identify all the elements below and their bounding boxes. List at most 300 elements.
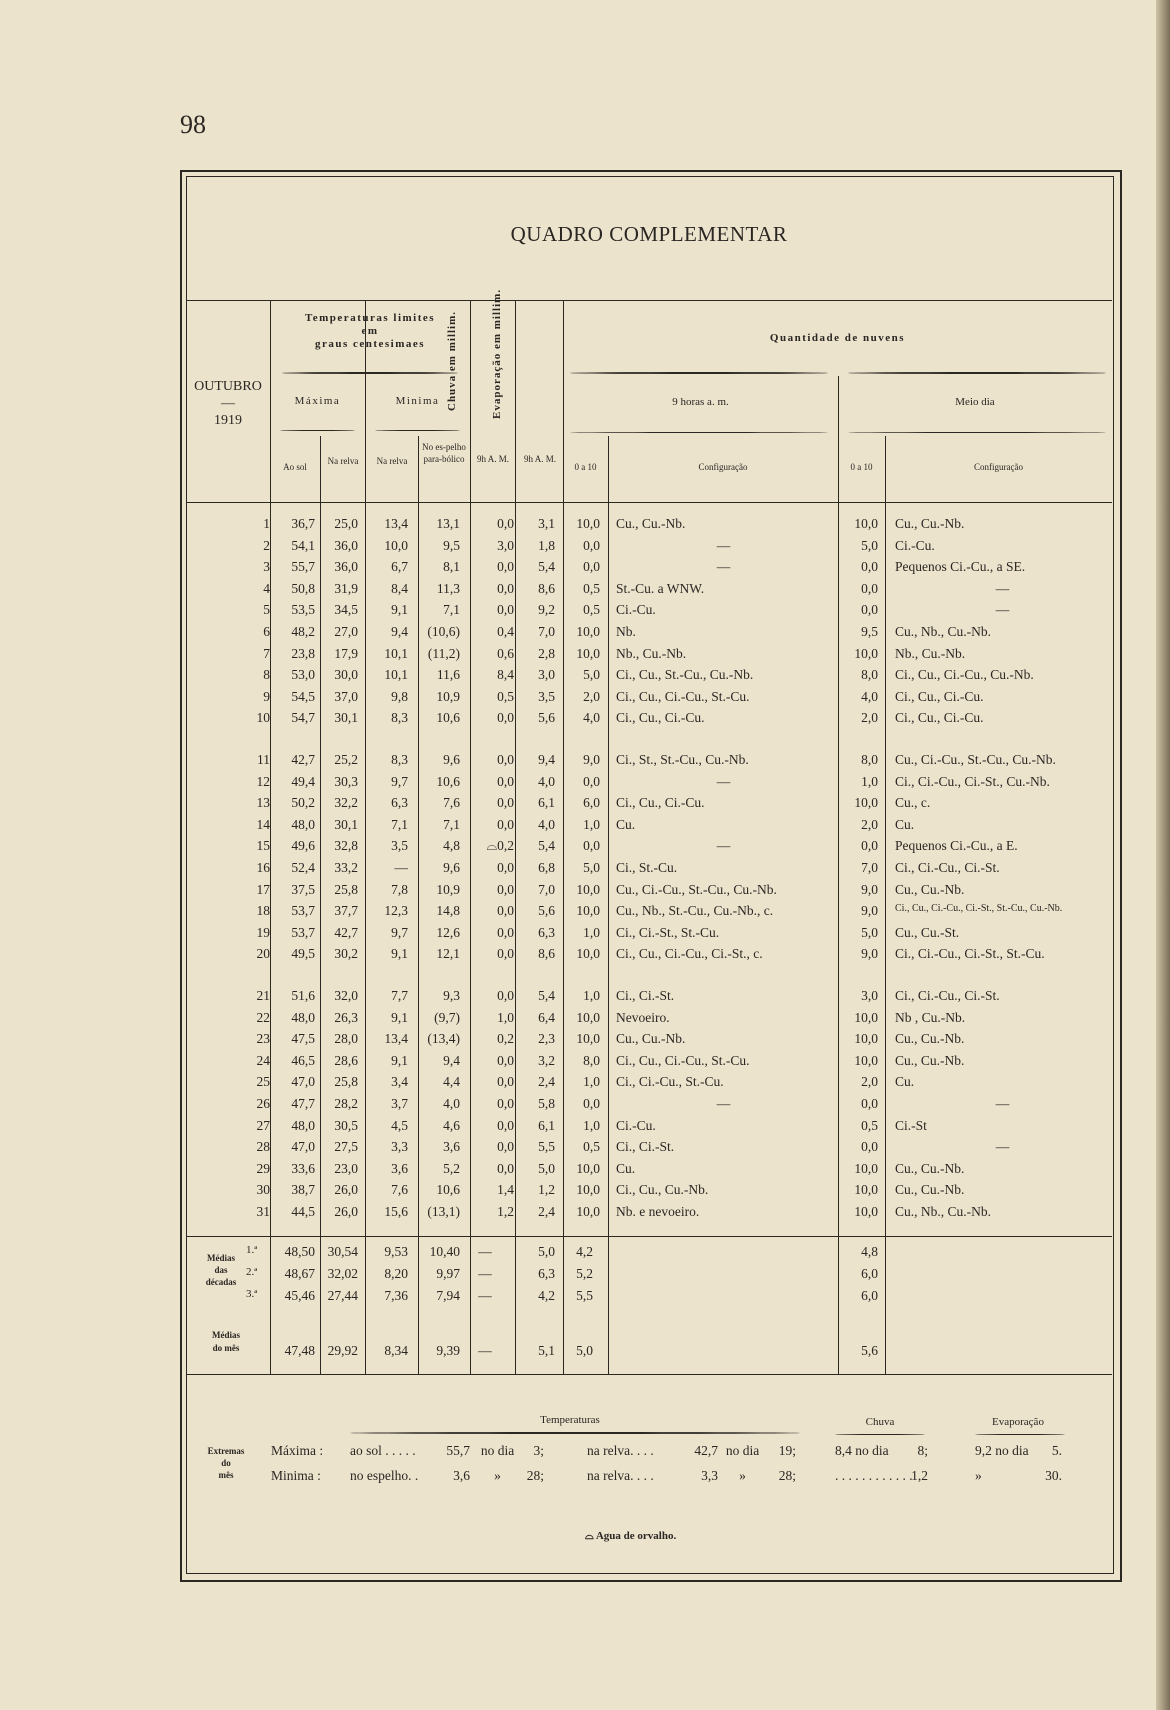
evaporacao-cell: 5,4 [538,838,555,854]
max-na-relva-cell: 34,5 [334,602,358,618]
config-9h-cell: Ci., St.-Cu. [616,860,678,875]
max-ao-sol-cell: 51,6 [291,988,315,1003]
config-header: Configuração [974,462,1023,472]
day-cell: 22 [256,1009,270,1025]
evaporacao-cell: 5,4 [538,559,555,575]
nuvens-9h-cell: 4,0 [583,710,600,726]
header-top-rule [186,300,1112,301]
decade-mean-cell: 4,2 [538,1288,555,1303]
month-mean-cell: 9,39 [436,1343,460,1358]
max-ao-sol-cell: 47,0 [291,1139,315,1155]
day-cell: 5 [263,602,270,618]
config-meio-dia-cell: Cu., Cu.-Nb. [895,516,965,531]
config-meio-dia-cell: Cu. [895,1074,915,1090]
config-9h-cell: Ci., Ci.-Cu., St.-Cu. [616,1074,724,1090]
day-cell: 9 [263,688,270,704]
evaporacao-cell: 8,6 [538,946,555,962]
day-cell: 6 [263,624,270,639]
day-cell: 27 [256,1117,270,1133]
extreme-cell: » [494,1468,501,1483]
table-row [0,624,1170,646]
table-row [0,774,1170,796]
config-9h-cell: — [716,1096,731,1111]
header-swash [280,430,355,431]
nuvens-meio-dia-cell: 0,0 [861,580,878,596]
chuva-cell: ⌓0,2 [486,838,514,854]
extreme-cell: 28; [526,1468,544,1483]
chuva-cell: 0,2 [497,1031,514,1047]
espelho-cell: 12,6 [436,924,460,940]
nuvens-9h-cell: 2,0 [583,688,600,704]
nuvens-9h-cell: 1,0 [583,816,600,832]
max-ao-sol-cell: 52,4 [291,860,315,875]
chuva-cell: 0,0 [497,602,514,618]
extreme-cell: . . . . . . . . . . . . [835,1468,913,1483]
day-cell: 24 [256,1052,270,1068]
na-relva-max-header: Na relva [327,456,359,466]
max-na-relva-cell: 30,1 [334,816,358,832]
chuva-cell: 0,0 [497,1139,514,1155]
max-ao-sol-cell: 49,6 [291,838,315,854]
nuvens-meio-dia-cell: 0,0 [861,559,878,575]
decade-index: 3.ª [246,1288,258,1300]
espelho-cell: 4,8 [443,838,460,854]
espelho-cell: 3,6 [443,1139,460,1155]
max-na-relva-cell: 26,3 [334,1009,358,1025]
min-na-relva-cell: 3,5 [391,838,408,854]
evaporacao-cell: 3,1 [538,516,555,531]
day-cell: 17 [256,881,270,897]
decade-mean-cell: 5,2 [576,1266,593,1281]
min-na-relva-cell: 10,1 [384,667,408,683]
nuvens-9h-cell: 0,5 [583,1139,600,1155]
day-cell: 19 [256,924,270,940]
scale-header: 0 a 10 [574,462,597,472]
decade-mean-cell: 4,2 [576,1244,593,1259]
extreme-cell: 42,7 [694,1443,718,1458]
month-mean-cell: 8,34 [384,1343,408,1358]
extreme-cell: 5. [1051,1443,1062,1458]
max-ao-sol-cell: 50,8 [291,580,315,596]
nuvens-meio-dia-cell: 0,0 [861,838,878,854]
config-meio-dia-cell: Cu., Nb., Cu.-Nb. [895,624,992,639]
month-mean-cell: 5,1 [538,1343,555,1358]
decade-mean-cell: 10,40 [429,1244,460,1259]
config-meio-dia-cell: Ci., Cu., Ci.-Cu., Cu.-Nb. [895,667,1034,683]
evap-hour-header: 9h A. M. [523,454,556,464]
config-9h-cell: Cu. [616,816,636,832]
max-ao-sol-cell: 54,7 [291,710,315,726]
min-na-relva-cell: — [394,860,408,875]
chuva-cell: 1,4 [497,1182,514,1198]
extremes-top-rule [186,1374,1112,1375]
max-na-relva-cell: 37,7 [334,903,358,919]
nuvens-9h-cell: 10,0 [576,1009,600,1025]
config-9h-cell: Ci., St., St.-Cu., Cu.-Nb. [616,752,749,767]
max-ao-sol-cell: 54,5 [291,688,315,704]
nuvens-9h-cell: 0,0 [583,537,600,553]
nuvens-meio-dia-cell: 2,0 [861,816,878,832]
max-ao-sol-cell: 47,5 [291,1031,315,1047]
table-row [0,925,1170,947]
config-header: Configuração [698,462,748,472]
temps-header-line: em [361,325,379,337]
espelho-cell: 9,6 [443,752,460,767]
max-ao-sol-cell: 48,0 [291,1117,315,1133]
extreme-cell: 1,2 [911,1468,928,1483]
evaporacao-cell: 6,1 [538,1117,555,1133]
min-na-relva-cell: 9,7 [391,924,408,940]
decade-mean-cell: 6,0 [861,1288,878,1303]
nuvens-9h-cell: 10,0 [576,1204,600,1219]
nuvens-meio-dia-cell: 2,0 [861,710,878,726]
config-9h-cell: Ci.-Cu. [616,602,656,618]
evaporacao-cell: 5,5 [538,1139,555,1155]
nuvens-9h-cell: 0,0 [583,559,600,575]
nuvens-meio-dia-cell: 10,0 [854,795,878,811]
nuvens-meio-dia-cell: 4,0 [861,688,878,704]
espelho-cell: 4,6 [443,1117,460,1133]
extremes-min-label: Minima : [271,1468,321,1483]
day-cell: 23 [256,1031,270,1047]
nuvens-9h-cell: 10,0 [576,881,600,897]
espelho-cell: 5,2 [443,1160,460,1176]
config-9h-cell: Nb. [616,624,636,639]
config-9h-cell: — [716,838,731,854]
nuvens-9h-cell: 10,0 [576,1182,600,1198]
label-line: do mês [212,1343,240,1353]
evaporacao-cell: 5,6 [538,710,555,726]
nuvens-9h-cell: 0,0 [583,1096,600,1111]
extreme-cell: 9,2 no dia [975,1443,1029,1458]
config-meio-dia-cell: Cu., Nb., Cu.-Nb. [895,1204,992,1219]
means-top-rule [186,1236,1112,1237]
table-row [0,1031,1170,1053]
day-cell: 3 [263,559,270,575]
max-ao-sol-cell: 33,6 [291,1160,315,1176]
chuva-cell: 0,0 [497,795,514,811]
config-9h-cell: Ci., Cu., Cu.-Nb. [616,1182,709,1198]
max-ao-sol-cell: 44,5 [291,1204,315,1219]
meio-dia-header: Meio dia [955,396,995,408]
day-cell: 21 [256,988,270,1003]
config-meio-dia-cell: Cu. [895,816,915,832]
nuvens-meio-dia-cell: 0,0 [861,602,878,618]
decade-mean-cell: 30,54 [327,1244,358,1259]
max-na-relva-cell: 30,1 [334,710,358,726]
max-na-relva-cell: 33,2 [334,860,358,875]
espelho-cell: 7,6 [443,795,460,811]
extreme-cell: no espelho. . [350,1468,419,1483]
chuva-cell: 0,0 [497,988,514,1003]
min-na-relva-cell: 7,6 [391,1182,408,1198]
config-9h-cell: Ci., Cu., Ci.-Cu., Ci.-St., c. [616,946,763,962]
max-na-relva-cell: 26,0 [334,1204,358,1219]
table-row [0,1010,1170,1032]
max-na-relva-cell: 32,2 [334,795,358,811]
evaporacao-cell: 3,0 [538,667,555,683]
chuva-cell: 0,0 [497,516,514,531]
chuva-cell: 0,0 [497,710,514,726]
config-meio-dia-cell: Ci., Ci.-Cu., Ci.-St. [895,860,1000,875]
config-9h-cell: — [716,773,731,789]
extreme-cell: 3; [533,1443,544,1458]
max-ao-sol-cell: 36,7 [291,516,315,531]
config-9h-cell: Ci., Cu., Ci.-Cu. [616,710,705,726]
evaporacao-cell: 9,2 [538,602,555,618]
max-ao-sol-cell: 55,7 [291,559,315,575]
month-mean-values [0,1343,1170,1365]
decade-mean-cell: — [478,1266,492,1281]
espelho-cell: 11,3 [436,580,460,596]
extreme-cell: no dia [725,1443,760,1458]
decade-mean-cell: 27,44 [327,1288,358,1303]
config-9h-cell: Cu., Cu.-Nb. [616,1031,686,1047]
extreme-cell: 8; [917,1443,928,1458]
day-cell: 25 [256,1074,270,1090]
chuva-cell: 0,4 [497,624,514,639]
nuvens-9h-cell: 1,0 [583,988,600,1003]
na-relva-min-header: Na relva [376,456,408,466]
nuvens-9h-cell: 10,0 [576,624,600,639]
config-meio-dia-cell: Cu., Cu.-St. [895,924,960,940]
min-na-relva-cell: 7,1 [391,816,408,832]
config-meio-dia-cell: Pequenos Ci.-Cu., a SE. [895,559,1026,575]
table-row [0,1139,1170,1161]
extremes-temps-header: Temperaturas [540,1414,600,1426]
nuvens-meio-dia-cell: 8,0 [861,667,878,683]
page-number: 98 [180,110,206,139]
max-ao-sol-cell: 53,7 [291,924,315,940]
evaporacao-cell: 4,0 [538,773,555,789]
label-line: mês [218,1470,234,1480]
label-line: Médias [207,1253,235,1263]
config-meio-dia-cell: — [995,580,1010,596]
table-row [0,946,1170,968]
evaporacao-header: Evaporação em millim. [491,288,503,419]
config-9h-cell: — [716,559,731,575]
evaporacao-cell: 2,4 [538,1204,555,1219]
max-ao-sol-cell: 49,5 [291,946,315,962]
espelho-cell: 10,6 [436,773,460,789]
config-9h-cell: Ci.-Cu. [616,1117,656,1133]
extreme-cell: 3,3 [701,1468,718,1483]
table-row [0,860,1170,882]
chuva-cell: 0,0 [497,903,514,919]
day-cell: 12 [256,773,270,789]
nuvens-9h-cell: 0,0 [583,838,600,854]
chuva-cell: 1,0 [497,1009,514,1025]
extremes-values [0,1443,1170,1465]
header-swash [350,1432,800,1434]
decade-mean-cell: 6,3 [538,1266,555,1281]
config-9h-cell: Cu. [616,1160,636,1176]
evaporacao-cell: 9,4 [538,752,555,767]
max-na-relva-cell: 27,5 [334,1139,358,1155]
table-row [0,817,1170,839]
table-row [0,559,1170,581]
espelho-cell: 10,6 [436,1182,460,1198]
extremes-evap-header: Evaporação [992,1416,1044,1428]
evaporacao-cell: 5,6 [538,903,555,919]
config-meio-dia-cell: Ci., Cu., Ci.-Cu. [895,688,984,704]
chuva-cell: 0,0 [497,1074,514,1090]
month-mean-cell: 5,0 [576,1343,593,1358]
min-na-relva-cell: 7,8 [391,881,408,897]
max-na-relva-cell: 17,9 [334,645,358,661]
max-ao-sol-cell: 23,8 [291,645,315,661]
evaporacao-cell: 6,3 [538,924,555,940]
label-line: décadas [205,1277,237,1287]
table-row [0,538,1170,560]
espelho-cell: 9,4 [443,1052,460,1068]
config-9h-cell: Nb., Cu.-Nb. [616,645,687,661]
header-swash [848,432,1106,433]
max-na-relva-cell: 30,5 [334,1117,358,1133]
min-na-relva-cell: 9,1 [391,1009,408,1025]
min-na-relva-cell: 8,3 [391,752,408,767]
max-na-relva-cell: 25,0 [334,516,358,531]
min-na-relva-cell: 9,8 [391,688,408,704]
config-9h-cell: Ci., Cu., Ci.-Cu., St.-Cu. [616,688,750,704]
year-label: 1919 [214,413,242,428]
nuvens-9h-cell: 8,0 [583,1052,600,1068]
chuva-cell: 0,0 [497,1117,514,1133]
chuva-cell: 0,0 [497,860,514,875]
config-meio-dia-cell: Cu., Cu.-Nb. [895,1031,965,1047]
decade-mean-cell: — [478,1244,492,1259]
nuvens-meio-dia-cell: 0,0 [861,1139,878,1155]
nuvens-meio-dia-cell: 10,0 [854,1160,878,1176]
nuvens-9h-cell: 1,0 [583,1074,600,1090]
chuva-cell: 0,0 [497,946,514,962]
espelho-cell: 7,1 [443,602,460,618]
scale-header: 0 a 10 [850,462,873,472]
config-meio-dia-cell: — [995,1096,1010,1111]
max-na-relva-cell: 25,8 [334,1074,358,1090]
min-na-relva-cell: 15,6 [384,1204,408,1219]
decade-mean-cell: 6,0 [861,1266,878,1281]
max-ao-sol-cell: 42,7 [291,752,315,767]
maxima-header: Máxima [294,395,341,407]
max-na-relva-cell: 28,0 [334,1031,358,1047]
table-row [0,838,1170,860]
max-ao-sol-cell: 48,0 [291,816,315,832]
min-na-relva-cell: 13,4 [384,516,408,531]
table-row [0,1118,1170,1140]
decade-row [0,1244,1170,1266]
day-cell: 8 [263,667,270,683]
nuvens-9h-cell: 0,5 [583,602,600,618]
nuvens-meio-dia-cell: 5,0 [861,924,878,940]
max-ao-sol-cell: 53,7 [291,903,315,919]
max-na-relva-cell: 26,0 [334,1182,358,1198]
min-na-relva-cell: 7,7 [391,988,408,1003]
day-cell: 30 [256,1182,270,1198]
min-na-relva-cell: 9,7 [391,773,408,789]
config-meio-dia-cell: Nb , Cu.-Nb. [895,1009,966,1025]
chuva-cell: 0,0 [497,816,514,832]
nuvens-9h-cell: 1,0 [583,924,600,940]
extremes-values [0,1468,1170,1490]
min-na-relva-cell: 12,3 [384,903,408,919]
espelho-cell: 4,4 [443,1074,460,1090]
espelho-cell: 10,9 [436,881,460,897]
decade-mean-cell: 7,36 [384,1288,408,1303]
min-na-relva-cell: 3,6 [391,1160,408,1176]
espelho-header: No es-pelho para-bólico [422,442,466,464]
evaporacao-cell: 6,1 [538,795,555,811]
config-meio-dia-cell: Pequenos Ci.-Cu., a E. [895,838,1018,854]
max-ao-sol-cell: 38,7 [291,1182,315,1198]
nuvens-9h-cell: 0,0 [583,773,600,789]
evaporacao-cell: 6,4 [538,1009,555,1025]
config-meio-dia-cell: Cu., Cu.-Nb. [895,881,965,897]
espelho-cell: (13,4) [427,1031,460,1047]
day-cell: 1 [263,516,270,531]
evaporacao-cell: 2,4 [538,1074,555,1090]
extremes-max-label: Máxima : [271,1443,324,1458]
day-cell: 29 [256,1160,270,1176]
max-ao-sol-cell: 53,5 [291,602,315,618]
nuvens-meio-dia-cell: 5,0 [861,537,878,553]
decade-mean-cell: 7,94 [436,1288,460,1303]
espelho-cell: 8,1 [443,559,460,575]
table-row [0,710,1170,732]
extreme-cell: na relva. . . . [587,1468,654,1483]
espelho-cell: 14,8 [436,903,460,919]
day-cell: 26 [256,1096,270,1111]
decade-mean-cell: — [478,1288,492,1303]
min-na-relva-cell: 9,1 [391,1052,408,1068]
config-9h-cell: Ci., Ci.-St., St.-Cu. [616,924,720,940]
espelho-cell: 9,6 [443,860,460,875]
nuvens-meio-dia-cell: 10,0 [854,1182,878,1198]
header-bottom-rule [186,502,1112,503]
config-9h-cell: Ci., Ci.-St. [616,1139,675,1155]
label-line: Extremas [207,1446,245,1456]
config-9h-cell: Ci., Cu., Ci.-Cu., St.-Cu. [616,1052,750,1068]
chuva-hour-header: 9h A. M. [476,454,509,464]
max-ao-sol-cell: 48,2 [291,624,315,639]
config-meio-dia-cell: Cu., Cu.-Nb. [895,1182,965,1198]
header-swash [570,372,828,374]
min-na-relva-cell: 8,4 [391,580,408,596]
minima-header: Minima [395,395,440,407]
extreme-cell: 19; [778,1443,796,1458]
max-ao-sol-cell: 47,0 [291,1074,315,1090]
table-row [0,602,1170,624]
max-ao-sol-cell: 37,5 [291,881,315,897]
decade-mean-cell: 9,53 [384,1244,408,1259]
nuvens-meio-dia-cell: 9,0 [861,903,878,919]
max-ao-sol-cell: 50,2 [291,795,315,811]
table-row [0,646,1170,668]
config-meio-dia-cell: Ci., Ci.-Cu., Ci.-St. [895,988,1000,1003]
espelho-cell: 10,6 [436,710,460,726]
table-row [0,1053,1170,1075]
day-cell: 18 [256,903,270,919]
header-swash [570,432,828,433]
config-meio-dia-cell: Ci., Ci.-Cu., Ci.-St., Cu.-Nb. [895,773,1050,789]
nuvens-meio-dia-cell: 0,0 [861,1096,878,1111]
chuva-header: Chuva em millim. [446,310,458,411]
evaporacao-cell: 2,8 [538,645,555,661]
temps-group-header [270,312,470,351]
evaporacao-cell: 7,0 [538,624,555,639]
table-row [0,516,1170,538]
max-ao-sol-cell: 47,7 [291,1096,315,1111]
